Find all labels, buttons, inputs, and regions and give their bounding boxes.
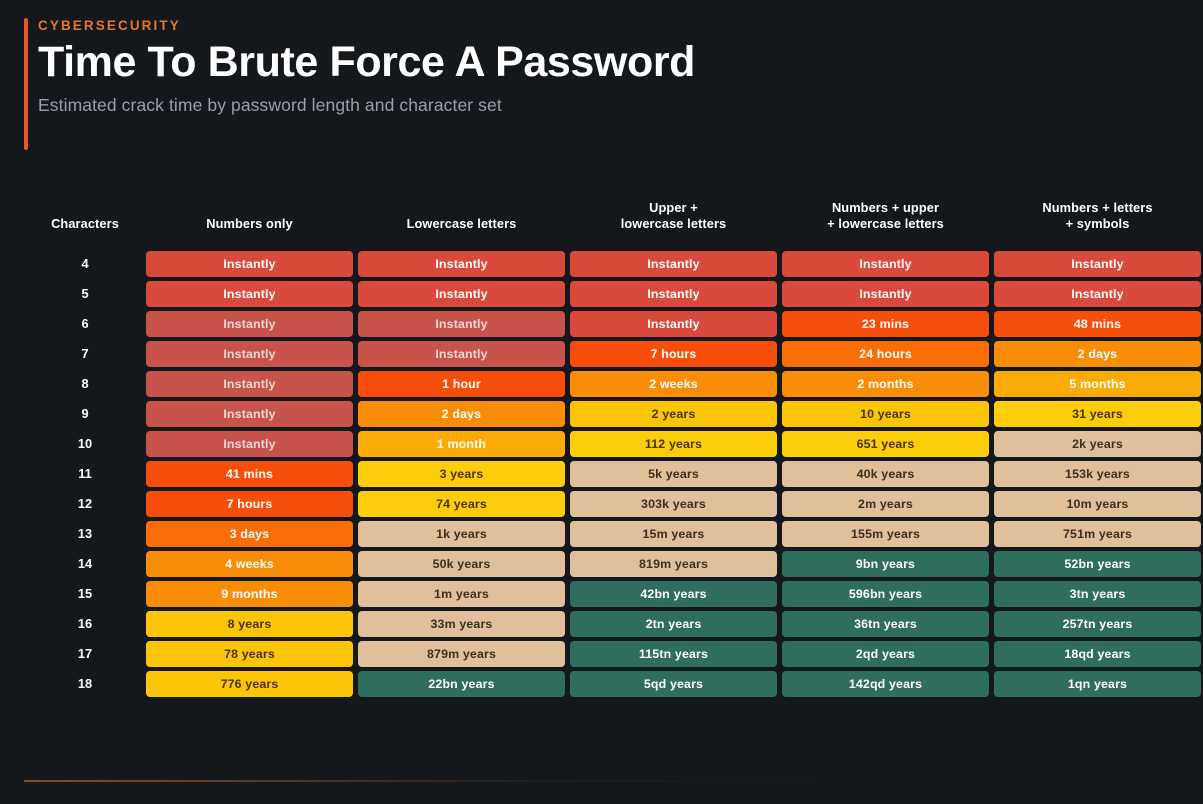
footer-divider (24, 780, 1176, 782)
column-header-line: + lowercase letters (827, 216, 944, 232)
heatmap-cell (994, 371, 1201, 397)
cell-value: 42bn years (570, 581, 777, 607)
table-row (29, 401, 1201, 427)
cell-value: 36tn years (782, 611, 989, 637)
cell-value: 115tn years (570, 641, 777, 667)
heatmap-cell (358, 611, 565, 637)
heatmap-cell (146, 491, 353, 517)
heatmap-cell (782, 311, 989, 337)
table-row (29, 671, 1201, 697)
cell-value: 1m years (358, 581, 565, 607)
heatmap-cell (146, 551, 353, 577)
cell-value: 2 days (994, 341, 1201, 367)
cell-value: Instantly (358, 311, 565, 337)
row-label: 18 (77, 676, 93, 692)
header (24, 18, 695, 116)
heatmap-cell (994, 551, 1201, 577)
cell-value: Instantly (570, 311, 777, 337)
heatmap-cell (146, 581, 353, 607)
cell-value: Instantly (146, 281, 353, 307)
heatmap-cell (358, 641, 565, 667)
heatmap-cell (782, 521, 989, 547)
heatmap-cell (994, 671, 1201, 697)
heatmap-cell (570, 521, 777, 547)
heatmap-cell (146, 611, 353, 637)
cell-value: 2 years (570, 401, 777, 427)
row-label: 8 (81, 376, 89, 392)
cell-value: 2 days (358, 401, 565, 427)
table-head (29, 200, 1201, 247)
cell-value: 879m years (358, 641, 565, 667)
column-header-lowercase-letters (358, 200, 565, 247)
heatmap-cell (994, 581, 1201, 607)
heatmap-cell (146, 251, 353, 277)
row-label: 12 (77, 496, 93, 512)
cell-value: 1 hour (358, 371, 565, 397)
header-row (29, 200, 1201, 247)
heatmap-cell (782, 251, 989, 277)
column-header-line: Upper + (649, 200, 698, 215)
row-label: 7 (81, 346, 89, 362)
cell-value: 74 years (358, 491, 565, 517)
heatmap-cell (994, 611, 1201, 637)
cell-value: 52bn years (994, 551, 1201, 577)
heatmap-cell (994, 521, 1201, 547)
heatmap-table (24, 196, 1203, 701)
column-header-characters: Characters (51, 216, 119, 232)
column-header-line: + symbols (1065, 216, 1130, 232)
heatmap-cell (782, 671, 989, 697)
heatmap-cell (146, 461, 353, 487)
cell-value: 5 months (994, 371, 1201, 397)
row-label: 9 (81, 406, 89, 422)
cell-value: 7 hours (146, 491, 353, 517)
table-row (29, 581, 1201, 607)
table-row (29, 461, 1201, 487)
cell-value: Instantly (570, 281, 777, 307)
cell-value: 15m years (570, 521, 777, 547)
table-row (29, 641, 1201, 667)
cell-value: 112 years (570, 431, 777, 457)
column-header-line: Numbers + upper (831, 200, 940, 215)
heatmap-cell (146, 521, 353, 547)
heatmap-cell (570, 461, 777, 487)
heatmap-cell (146, 311, 353, 337)
heatmap-cell (358, 431, 565, 457)
row-label: 15 (77, 586, 93, 602)
cell-value: 78 years (146, 641, 353, 667)
heatmap-cell (358, 521, 565, 547)
table-row (29, 281, 1201, 307)
cell-value: 2m years (782, 491, 989, 517)
cell-value: 8 years (146, 611, 353, 637)
table-row (29, 251, 1201, 277)
heatmap-cell (146, 641, 353, 667)
cell-value: 142qd years (782, 671, 989, 697)
page-title: Time To Brute Force A Password (38, 38, 696, 86)
table-row (29, 611, 1201, 637)
heatmap-cell (358, 461, 565, 487)
cell-value: 155m years (782, 521, 989, 547)
heatmap-cell (358, 311, 565, 337)
cell-value: 3tn years (994, 581, 1201, 607)
table-row (29, 551, 1201, 577)
heatmap-cell (570, 641, 777, 667)
heatmap-cell (358, 581, 565, 607)
cell-value: 7 hours (570, 341, 777, 367)
heatmap-cell (782, 641, 989, 667)
cell-value: 41 mins (146, 461, 353, 487)
heatmap-cell (782, 491, 989, 517)
column-header-numbers-only (146, 200, 353, 247)
heatmap-cell (146, 671, 353, 697)
row-label: 17 (77, 646, 93, 662)
cell-value: Instantly (570, 251, 777, 277)
row-label: 5 (81, 286, 89, 302)
cell-value: Instantly (358, 251, 565, 277)
table-row (29, 431, 1201, 457)
heatmap-cell (570, 611, 777, 637)
row-label: 4 (81, 256, 89, 272)
cell-value: 10 years (782, 401, 989, 427)
heatmap-cell (570, 581, 777, 607)
cell-value: 3 years (358, 461, 565, 487)
heatmap-cell (782, 401, 989, 427)
heatmap-cell (146, 281, 353, 307)
heatmap-cell (994, 251, 1201, 277)
column-header-numbers-upper-lowercase (782, 200, 989, 247)
row-label: 10 (77, 436, 93, 452)
cell-value: 48 mins (994, 311, 1201, 337)
cell-value: Instantly (146, 431, 353, 457)
heatmap-cell (782, 551, 989, 577)
row-label: 11 (78, 466, 92, 482)
cell-value: 596bn years (782, 581, 989, 607)
heatmap-cell (358, 341, 565, 367)
heatmap-cell (358, 401, 565, 427)
row-label: 6 (81, 316, 89, 332)
heatmap-cell (570, 551, 777, 577)
column-header-numbers-letters-symbols (994, 200, 1201, 247)
heatmap-cell (994, 461, 1201, 487)
heatmap-cell (782, 611, 989, 637)
heatmap-cell (570, 431, 777, 457)
cell-value: 31 years (994, 401, 1201, 427)
cell-value: Instantly (358, 341, 565, 367)
heatmap-cell (358, 251, 565, 277)
heatmap-cell (782, 371, 989, 397)
heatmap-cell (570, 251, 777, 277)
cell-value: Instantly (358, 281, 565, 307)
cell-value: 9bn years (782, 551, 989, 577)
heatmap-cell (358, 551, 565, 577)
column-header-upper-lowercase (570, 200, 777, 247)
cell-value: 1 month (358, 431, 565, 457)
heatmap-cell (782, 431, 989, 457)
heatmap-cell (570, 341, 777, 367)
cell-value: Instantly (146, 341, 353, 367)
heatmap-cell (570, 491, 777, 517)
cell-value: 9 months (146, 581, 353, 607)
accent-bar (24, 18, 28, 150)
heatmap-cell (994, 431, 1201, 457)
heatmap-cell (570, 671, 777, 697)
cell-value: 2qd years (782, 641, 989, 667)
cell-value: Instantly (146, 401, 353, 427)
heatmap-cell (358, 371, 565, 397)
table-row (29, 371, 1201, 397)
page-subtitle: Estimated crack time by password length and character set (38, 95, 502, 116)
heatmap-cell (782, 341, 989, 367)
heatmap-cell (782, 281, 989, 307)
column-header-line: Lowercase letters (406, 216, 517, 232)
heatmap-cell (994, 281, 1201, 307)
cell-value: 153k years (994, 461, 1201, 487)
cell-value: Instantly (994, 251, 1201, 277)
cell-value: 1k years (358, 521, 565, 547)
heatmap-cell (570, 401, 777, 427)
cell-value: 2 weeks (570, 371, 777, 397)
cell-value: 10m years (994, 491, 1201, 517)
heatmap-cell (994, 491, 1201, 517)
cell-value: 40k years (782, 461, 989, 487)
heatmap-cell (358, 671, 565, 697)
heatmap-cell (994, 401, 1201, 427)
cell-value: 2 months (782, 371, 989, 397)
cell-value: Instantly (782, 281, 989, 307)
cell-value: 3 days (146, 521, 353, 547)
cell-value: 24 hours (782, 341, 989, 367)
cell-value: Instantly (146, 251, 353, 277)
cell-value: Instantly (782, 251, 989, 277)
heatmap-cell (994, 311, 1201, 337)
heatmap-cell (570, 311, 777, 337)
cell-value: 1qn years (994, 671, 1201, 697)
kicker-label: CYBERSECURITY (38, 18, 181, 33)
table-row (29, 341, 1201, 367)
table-row (29, 491, 1201, 517)
row-label: 13 (77, 526, 93, 542)
table-body (29, 251, 1201, 697)
cell-value: 5k years (570, 461, 777, 487)
cell-value: 257tn years (994, 611, 1201, 637)
row-label: 16 (77, 616, 93, 632)
cell-value: 303k years (570, 491, 777, 517)
table-row (29, 521, 1201, 547)
heatmap-cell (358, 491, 565, 517)
cell-value: Instantly (146, 371, 353, 397)
cell-value: 651 years (782, 431, 989, 457)
table-row (29, 311, 1201, 337)
heatmap-cell (994, 341, 1201, 367)
heatmap-cell (358, 281, 565, 307)
cell-value: 819m years (570, 551, 777, 577)
heatmap-cell (782, 461, 989, 487)
heatmap-cell (994, 641, 1201, 667)
cell-value: 50k years (358, 551, 565, 577)
cell-value: 23 mins (782, 311, 989, 337)
heatmap-cell (570, 371, 777, 397)
heatmap-table-wrapper (24, 196, 1176, 701)
cell-value: 33m years (358, 611, 565, 637)
cell-value: Instantly (146, 311, 353, 337)
row-label: 14 (77, 556, 93, 572)
cell-value: 2tn years (570, 611, 777, 637)
heatmap-cell (146, 341, 353, 367)
cell-value: 751m years (994, 521, 1201, 547)
cell-value: 2k years (994, 431, 1201, 457)
cell-value: 22bn years (358, 671, 565, 697)
heatmap-cell (782, 581, 989, 607)
column-header-line: Numbers + letters (1042, 200, 1153, 215)
heatmap-cell (570, 281, 777, 307)
column-header-line: lowercase letters (620, 216, 727, 232)
cell-value: 4 weeks (146, 551, 353, 577)
cell-value: 18qd years (994, 641, 1201, 667)
heatmap-cell (146, 371, 353, 397)
cell-value: Instantly (994, 281, 1201, 307)
heatmap-cell (146, 401, 353, 427)
column-header-line: Numbers only (206, 216, 293, 232)
cell-value: 776 years (146, 671, 353, 697)
heatmap-cell (146, 431, 353, 457)
cell-value: 5qd years (570, 671, 777, 697)
